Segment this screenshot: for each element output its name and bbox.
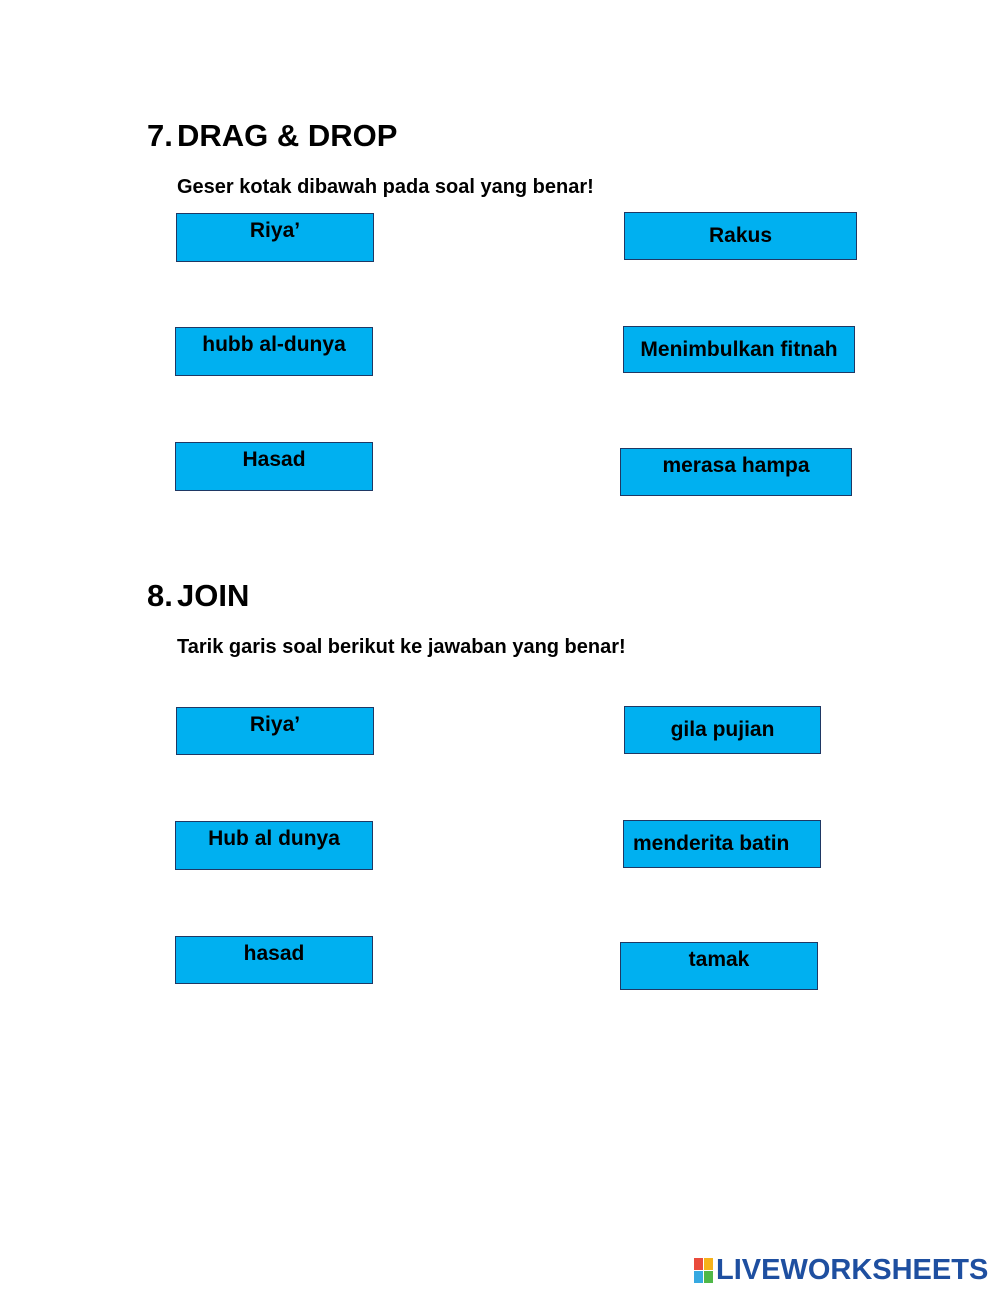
drag-box-riya[interactable]: Riya’	[176, 213, 374, 262]
drop-target-rakus[interactable]: Rakus	[624, 212, 857, 260]
section-7-title: DRAG & DROP	[177, 118, 398, 153]
drop-target-merasa-hampa[interactable]: merasa hampa	[620, 448, 852, 496]
section-8-title: JOIN	[177, 578, 250, 613]
liveworksheets-logo-icon	[694, 1258, 714, 1284]
section-7-instruction: Geser kotak dibawah pada soal yang benar!	[177, 176, 594, 198]
liveworksheets-logo	[694, 1254, 988, 1287]
section-8-number: 8.	[147, 578, 173, 613]
section-7-number: 7.	[147, 118, 173, 153]
join-left-hasad[interactable]: hasad	[175, 936, 373, 984]
join-right-tamak[interactable]: tamak	[620, 942, 818, 990]
section-8-heading	[147, 578, 249, 614]
section-7-heading	[147, 118, 397, 154]
join-left-riya[interactable]: Riya’	[176, 707, 374, 755]
join-right-gila-pujian[interactable]: gila pujian	[624, 706, 821, 754]
join-left-hub-al-dunya[interactable]: Hub al dunya	[175, 821, 373, 870]
section-8-instruction: Tarik garis soal berikut ke jawaban yang benar!	[177, 636, 626, 658]
drop-target-menimbulkan-fitnah[interactable]: Menimbulkan fitnah	[623, 326, 855, 373]
join-right-menderita-batin[interactable]: menderita batin	[623, 820, 821, 868]
drag-box-hasad[interactable]: Hasad	[175, 442, 373, 491]
logo-text: LIVEWORKSHEETS	[716, 1254, 989, 1286]
drag-box-hubb-al-dunya[interactable]: hubb al-dunya	[175, 327, 373, 376]
